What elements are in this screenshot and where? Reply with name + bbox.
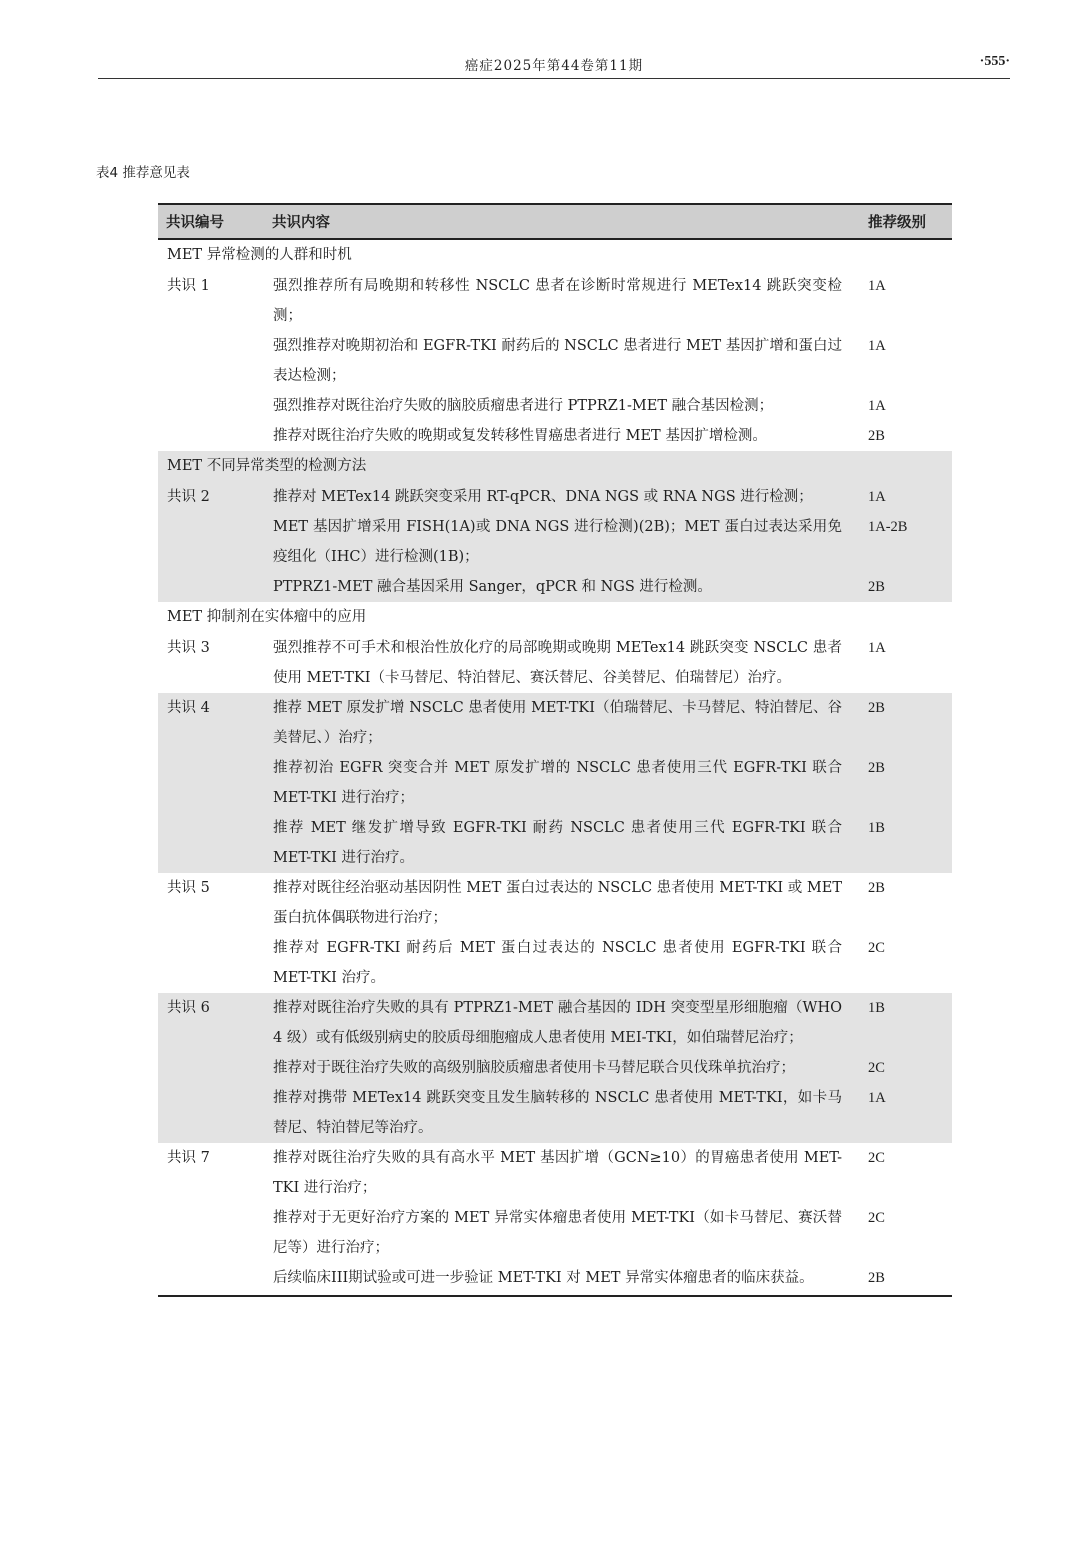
table-row: [158, 693, 952, 873]
consensus-items: [264, 993, 952, 1143]
recommendation-grade: 1A: [868, 640, 886, 656]
recommendation-grade: 1A: [868, 1090, 886, 1106]
section-title: MET 异常检测的人群和时机: [167, 247, 352, 263]
recommendation-grade: 2B: [868, 428, 885, 444]
recommendation-item: [264, 873, 952, 933]
recommendation-item: [264, 331, 952, 391]
consensus-items: [264, 693, 952, 873]
recommendation-text: MET 基因扩增采用 FISH(1A)或 DNA NGS 进行检测)(2B)；MET 蛋白过表达采用免疫组化（IHC）进行检测(1B)；: [273, 519, 842, 565]
recommendation-grade: 2B: [868, 760, 885, 776]
recommendation-grade: 1B: [868, 820, 885, 836]
consensus-id: 共识 3: [167, 640, 210, 656]
consensus-id: 共识 1: [167, 278, 210, 294]
recommendation-text: 推荐 MET 原发扩增 NSCLC 患者使用 MET-TKI（伯瑞替尼、卡马替尼、特泊替尼、谷美替尼、）治疗；: [273, 700, 842, 746]
table-section: [158, 240, 952, 451]
table-section: [158, 1143, 952, 1293]
recommendation-grade: 2C: [868, 1150, 885, 1166]
consensus-id: 共识 6: [167, 1000, 210, 1016]
recommendation-item: [264, 271, 952, 331]
consensus-items: [264, 482, 952, 602]
header-grade: 推荐级别: [868, 215, 926, 231]
table-header-row: [158, 203, 952, 240]
table-row: [158, 271, 952, 451]
recommendation-item: [264, 693, 952, 753]
consensus-items: [264, 633, 952, 693]
recommendation-text: 强烈推荐对晚期初治和 EGFR-TKI 耐药后的 NSCLC 患者进行 MET 基因扩增和蛋白过表达检测；: [273, 338, 842, 384]
recommendation-item: [264, 421, 952, 451]
recommendation-grade: 1A: [868, 398, 886, 414]
recommendation-item: [264, 482, 952, 512]
table-section: [158, 873, 952, 993]
recommendation-text: 推荐对既往治疗失败的具有高水平 MET 基因扩增（GCN≥10）的胃癌患者使用 MET-TKI 进行治疗；: [273, 1150, 842, 1196]
header-content: 共识内容: [272, 215, 330, 231]
recommendation-item: [264, 1083, 952, 1143]
recommendation-grade: 1A-2B: [868, 519, 908, 535]
recommendation-text: 强烈推荐所有局晚期和转移性 NSCLC 患者在诊断时常规进行 METex14 跳跃突变检测；: [273, 278, 842, 324]
table-body: [158, 240, 952, 1293]
table-section: [158, 993, 952, 1143]
recommendation-grade: 1A: [868, 278, 886, 294]
consensus-items: [264, 873, 952, 993]
recommendation-text: 推荐 MET 继发扩增导致 EGFR-TKI 耐药 NSCLC 患者使用三代 EGFR-TKI 联合 MET-TKI 进行治疗。: [273, 820, 842, 866]
recommendation-grade: 2B: [868, 1270, 885, 1286]
recommendation-grade: 2C: [868, 1210, 885, 1226]
consensus-id: 共识 4: [167, 700, 210, 716]
recommendation-text: 推荐对于无更好治疗方案的 MET 异常实体瘤患者使用 MET-TKI（如卡马替尼、赛沃替尼等）进行治疗；: [273, 1210, 842, 1256]
recommendation-text: 推荐对 METex14 跳跃突变采用 RT-qPCR、DNA NGS 或 RNA NGS 进行检测；: [273, 489, 813, 505]
recommendation-item: [264, 753, 952, 813]
recommendation-item: [264, 572, 952, 602]
recommendation-grade: 1A: [868, 338, 886, 354]
table-row: [158, 482, 952, 602]
table-section: [158, 602, 952, 693]
table-row: [158, 1143, 952, 1293]
recommendation-item: [264, 1263, 952, 1293]
table-row: [158, 993, 952, 1143]
recommendation-item: [264, 512, 952, 572]
table-section: [158, 451, 952, 602]
recommendation-text: 后续临床III期试验或可进一步验证 MET-TKI 对 MET 异常实体瘤患者的临床获益。: [273, 1270, 814, 1286]
recommendation-text: 推荐对于既往治疗失败的高级别脑胶质瘤患者使用卡马替尼联合贝伐珠单抗治疗；: [273, 1060, 795, 1076]
recommendation-item: [264, 1053, 952, 1083]
recommendation-table: [158, 203, 952, 1297]
consensus-items: [264, 1143, 952, 1293]
recommendation-text: 推荐对既往治疗失败的晚期或复发转移性胃癌患者进行 MET 基因扩增检测。: [273, 428, 767, 444]
recommendation-grade: 2B: [868, 579, 885, 595]
section-title: MET 不同异常类型的检测方法: [167, 458, 367, 474]
header-id: 共识编号: [166, 215, 224, 231]
recommendation-grade: 2B: [868, 880, 885, 896]
recommendation-item: [264, 391, 952, 421]
recommendation-item: [264, 633, 952, 693]
table-bottom-rule: [158, 1293, 952, 1297]
recommendation-text: PTPRZ1-MET 融合基因采用 Sanger，qPCR 和 NGS 进行检测。: [273, 579, 712, 595]
recommendation-text: 推荐对既往经治驱动基因阴性 MET 蛋白过表达的 NSCLC 患者使用 MET-TKI 或 MET 蛋白抗体偶联物进行治疗；: [273, 880, 842, 926]
journal-title: 癌症2025年第44卷第11期: [464, 58, 644, 74]
consensus-items: [264, 271, 952, 451]
consensus-id: 共识 7: [167, 1150, 210, 1166]
recommendation-item: [264, 933, 952, 993]
recommendation-text: 推荐对既往治疗失败的具有 PTPRZ1-MET 融合基因的 IDH 突变型星形细胞瘤（WHO 4 级）或有低级别病史的胶质母细胞瘤成人患者使用 MEI-TKI，如伯瑞替尼治疗；: [273, 1000, 842, 1046]
recommendation-item: [264, 993, 952, 1053]
running-header: [98, 52, 1010, 79]
recommendation-grade: 2C: [868, 1060, 885, 1076]
recommendation-grade: 2B: [868, 700, 885, 716]
recommendation-text: 推荐对 EGFR-TKI 耐药后 MET 蛋白过表达的 NSCLC 患者使用 EGFR-TKI 联合 MET-TKI 治疗。: [273, 940, 842, 986]
page-number: ·555·: [979, 54, 1010, 69]
recommendation-item: [264, 813, 952, 873]
table-row: [158, 873, 952, 993]
recommendation-grade: 1B: [868, 1000, 885, 1016]
table-row: [158, 633, 952, 693]
recommendation-text: 推荐对携带 METex14 跳跃突变且发生脑转移的 NSCLC 患者使用 MET-TKI，如卡马替尼、特泊替尼等治疗。: [273, 1090, 842, 1136]
recommendation-grade: 2C: [868, 940, 885, 956]
table-caption: 表4 推荐意见表: [96, 165, 190, 181]
table-section: [158, 693, 952, 873]
section-title: MET 抑制剂在实体瘤中的应用: [167, 609, 367, 625]
recommendation-grade: 1A: [868, 489, 886, 505]
consensus-id: 共识 5: [167, 880, 210, 896]
recommendation-text: 强烈推荐对既往治疗失败的脑胶质瘤患者进行 PTPRZ1-MET 融合基因检测；: [273, 398, 774, 414]
recommendation-item: [264, 1143, 952, 1203]
consensus-id: 共识 2: [167, 489, 210, 505]
recommendation-text: 推荐初治 EGFR 突变合并 MET 原发扩增的 NSCLC 患者使用三代 EGFR-TKI 联合 MET-TKI 进行治疗；: [273, 760, 842, 806]
recommendation-item: [264, 1203, 952, 1263]
recommendation-text: 强烈推荐不可手术和根治性放化疗的局部晚期或晚期 METex14 跳跃突变 NSCLC 患者使用 MET-TKI（卡马替尼、特泊替尼、赛沃替尼、谷美替尼、伯瑞替尼）治疗。: [273, 640, 842, 686]
